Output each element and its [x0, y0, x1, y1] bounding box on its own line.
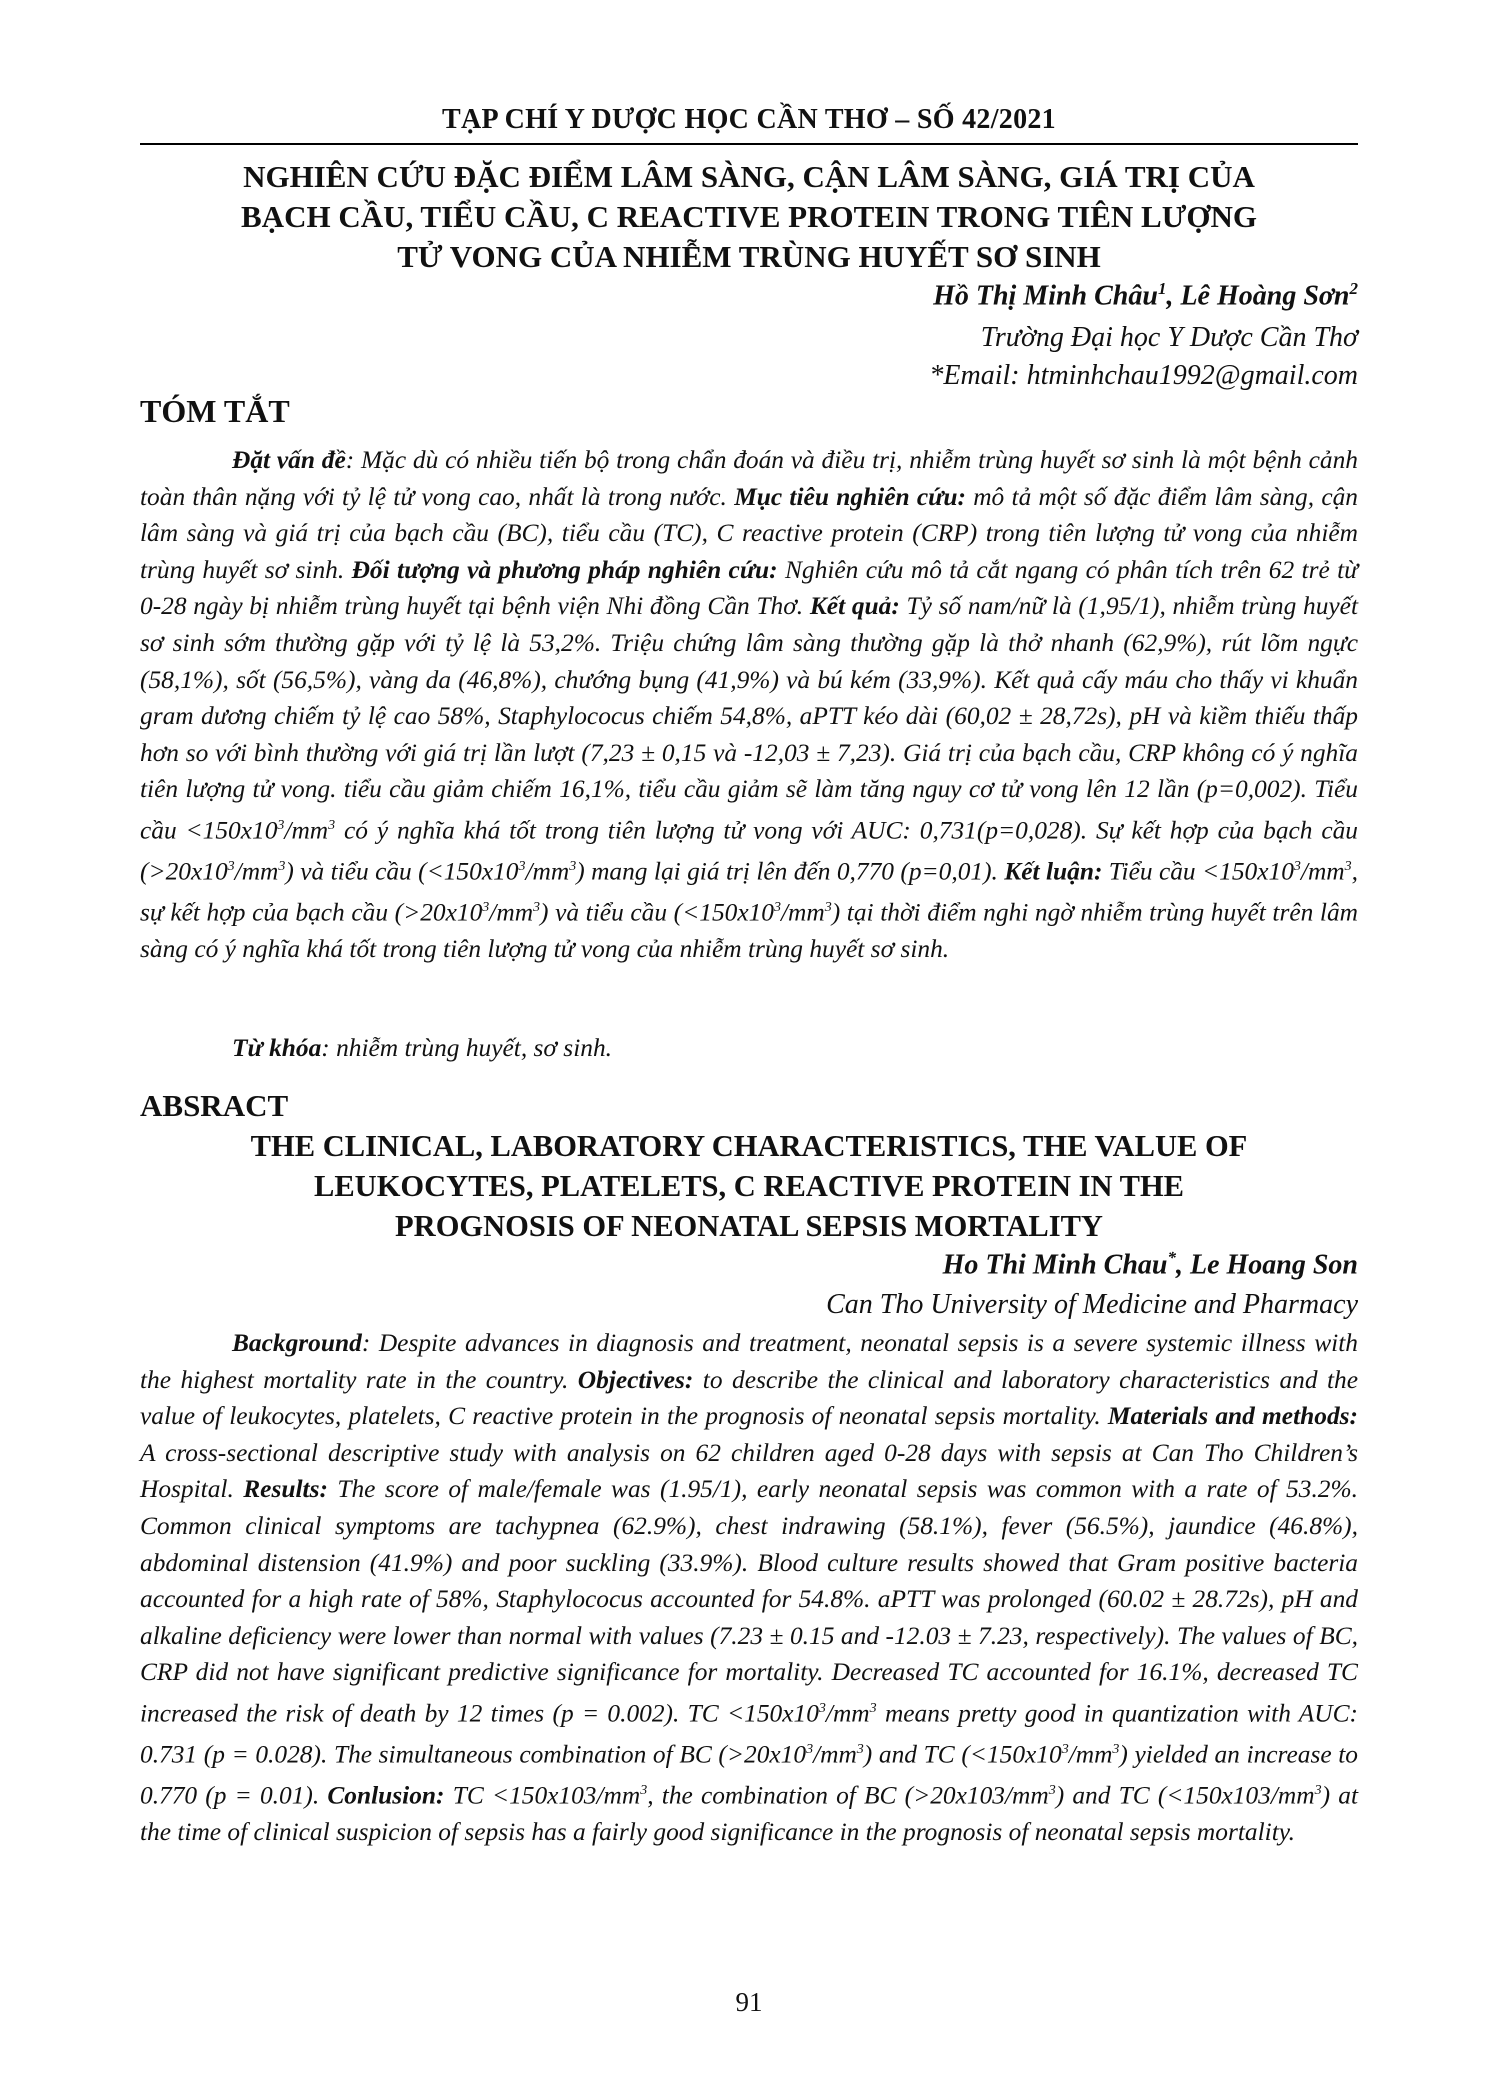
- en-authors: [943, 1248, 1358, 1281]
- vn-conclusion-text: /mm: [781, 898, 825, 927]
- superscript: 3: [640, 1783, 648, 1799]
- vn-objective-label: Mục tiêu nghiên cứu:: [734, 482, 966, 511]
- vn-author-2: Lê Hoàng Sơn: [1180, 280, 1350, 312]
- superscript: 3: [1293, 859, 1301, 874]
- superscript: 3: [227, 859, 235, 874]
- header-rule: [140, 143, 1358, 145]
- superscript: 3: [482, 900, 490, 916]
- vn-email: *Email: htminhchau1992@gmail.com: [929, 360, 1358, 391]
- en-conclusion-text: ) at the time of clinical suspicion of sepsis has a fairly good significance in the prognosis of neonatal sepsis mortality.: [140, 1781, 1358, 1847]
- vn-results-text: /mm: [234, 857, 279, 886]
- en-methods-text: A cross-sectional descriptive study with analysis on 62 children aged 0-28 days with sepsis at Can Tho Children’s Hospital.: [140, 1438, 1358, 1504]
- vn-results-text: Tỷ số nam/nữ là (1,95/1), nhiễm trùng huyết sơ sinh sớm thường gặp với tỷ lệ là 53,2%. Triệu chứng lâm sàng thường gặp là thở nhanh (62,9%), rút lõm ngực (58,1%), sốt (56,5%), vàng da (46,8%), chướng bụng (41,9%) và bú kém (33,9%). Kết quả cấy máu cho thấy vi khuẩn gram dương chiếm tỷ lệ cao 58%, Staphylococus chiếm 54,8%, aPTT kéo dài (60,02 ± 28,72s), pH và kiềm thiếu thấp hơn so với bình thường với giá trị lần lượt (7,23 ± 0,15 và -12,03 ± 7,23). Giá trị của bạch cầu, CRP không có ý nghĩa tiên lượng tử vong. tiểu cầu giảm chiếm 16,1%, tiểu cầu giảm sẽ làm tăng nguy cơ tử vong lên 12 lần (p=0,002). Tiểu cầu <150x10: [140, 592, 1358, 845]
- vn-section-heading: TÓM TẮT: [140, 393, 290, 429]
- en-conclusion-text: ) and TC (<150x103/mm: [1055, 1781, 1315, 1810]
- vn-results-text: ) và tiểu cầu (<150x10: [285, 857, 519, 886]
- vn-conclusion-text: ) tại thời điểm nghi ngờ nhiễm trùng huyết trên lâm sàng có ý nghĩa khá tốt trong tiên lượng tử vong của nhiễm trùng huyết sơ sinh.: [140, 898, 1358, 964]
- en-results-text: ) and TC (<150x10: [863, 1740, 1062, 1769]
- superscript: 3: [856, 1742, 864, 1757]
- en-abstract: [140, 1325, 1358, 1851]
- vn-author-1-sup: 1: [1157, 279, 1167, 298]
- superscript: 3: [1061, 1742, 1069, 1757]
- en-results-text: means pretty good in quantization with AUC: 0.731 (p = 0.028). The simultaneous combination of BC (>20x10: [140, 1699, 1359, 1769]
- vn-author-2-sup: 2: [1349, 279, 1358, 298]
- vn-title-line: BẠCH CẦU, TIỂU CẦU, C REACTIVE PROTEIN TRONG TIÊN LƯỢNG: [241, 199, 1257, 234]
- en-background-label: Background: [232, 1329, 362, 1357]
- vn-results-text: /mm: [525, 857, 570, 886]
- en-conclusion-text: , the combination of BC (>20x103/mm: [647, 1781, 1049, 1810]
- vn-conclusion-text: , sự kết hợp của bạch cầu (>20x10: [140, 857, 1358, 927]
- en-results-text: /mm: [825, 1699, 870, 1728]
- vn-conclusion-text: /mm: [1300, 857, 1345, 886]
- en-abstract-paragraph: [140, 1325, 1358, 1851]
- en-author-2: , Le Hoang Son: [1175, 1249, 1358, 1281]
- en-results-text: /mm: [813, 1740, 857, 1769]
- superscript: 3: [1344, 859, 1352, 874]
- en-title-line: LEUKOCYTES, PLATELETS, C REACTIVE PROTEIN IN THE: [313, 1169, 1185, 1203]
- vn-author-1: Hồ Thị Minh Châu: [933, 280, 1158, 312]
- en-author-sup: *: [1167, 1248, 1176, 1267]
- vn-conclusion-text: Tiểu cầu <150x10: [1102, 857, 1294, 886]
- vn-keywords: [232, 1034, 612, 1063]
- en-title: [140, 1126, 1358, 1246]
- superscript: 3: [1048, 1783, 1056, 1799]
- vn-author-sep: ,: [1166, 280, 1181, 312]
- vn-results-text: ) mang lại giá trị lên đến 0,770 (p=0,01).: [576, 857, 1005, 886]
- vn-conclusion-label: Kết luận:: [1004, 857, 1103, 886]
- superscript: 3: [277, 817, 285, 833]
- vn-keywords-text: : nhiễm trùng huyết, sơ sinh.: [321, 1034, 612, 1062]
- en-results-label: Results:: [243, 1475, 328, 1504]
- vn-affiliation: Trường Đại học Y Dược Cần Thơ: [980, 322, 1358, 353]
- en-conclusion-text: TC <150x103/mm: [444, 1781, 641, 1810]
- vn-results-label: Kết quả:: [809, 592, 900, 621]
- en-objective-text: to describe the clinical and laboratory characteristics and the value of leukocytes, platelets, C reactive protein in the prognosis of neonatal sepsis mortality.: [140, 1365, 1358, 1431]
- vn-abstract: [140, 442, 1358, 968]
- vn-background-text: : Mặc dù có nhiều tiến bộ trong chẩn đoán và điều trị, nhiễm trùng huyết sơ sinh là một bệnh cảnh toàn thân nặng với tỷ lệ tử vong cao, nhất là trong nước.: [140, 446, 1358, 511]
- vn-results-text: /mm: [284, 816, 329, 845]
- en-objective-label: Objectives:: [577, 1365, 694, 1394]
- vn-results-text: có ý nghĩa khá tốt trong tiên lượng tử vong với AUC: 0,731(p=0,028). Sự kết hợp của bạch cầu (>20x10: [140, 816, 1358, 886]
- en-methods-label: Materials and methods:: [1107, 1402, 1358, 1431]
- en-conclusion-label: Conlusion:: [327, 1781, 445, 1810]
- vn-conclusion-text: /mm: [489, 898, 534, 927]
- vn-background-label: Đặt vấn đề: [232, 446, 346, 474]
- vn-conclusion-text: ) và tiểu cầu (<150x10: [540, 898, 774, 927]
- superscript: 3: [569, 859, 577, 874]
- en-results-text: ) yielded an increase to 0.770 (p = 0.01).: [140, 1740, 1358, 1810]
- en-title-line: PROGNOSIS OF NEONATAL SEPSIS MORTALITY: [395, 1209, 1103, 1243]
- superscript: 3: [278, 859, 286, 874]
- superscript: 3: [774, 900, 781, 916]
- superscript: 3: [328, 817, 336, 833]
- superscript: 3: [518, 859, 526, 874]
- vn-abstract-paragraph: [140, 442, 1358, 968]
- en-section-heading: ABSRACT: [140, 1088, 289, 1123]
- vn-authors: [933, 279, 1358, 312]
- page-number: 91: [735, 1987, 763, 2017]
- en-title-line: THE CLINICAL, LABORATORY CHARACTERISTICS, THE VALUE OF: [250, 1129, 1248, 1163]
- superscript: 3: [869, 1700, 877, 1716]
- journal-header: TẠP CHÍ Y DƯỢC HỌC CẦN THƠ – SỐ 42/2021: [441, 104, 1056, 135]
- en-affiliation: Can Tho University of Medicine and Pharmacy: [826, 1289, 1358, 1320]
- superscript: 3: [818, 1700, 826, 1716]
- en-results-text: /mm: [1068, 1740, 1113, 1769]
- vn-title: [140, 157, 1358, 277]
- superscript: 3: [1314, 1783, 1322, 1799]
- vn-methods-text: Nghiên cứu mô tả cắt ngang có phân tích trên 62 trẻ từ 0-28 ngày bị nhiễm trùng huyết tại bệnh viện Nhi đồng Cần Thơ.: [140, 555, 1358, 621]
- superscript: 3: [1112, 1742, 1120, 1757]
- superscript: 3: [533, 900, 541, 916]
- vn-keywords-label: Từ khóa: [232, 1034, 322, 1062]
- vn-title-line: TỬ VONG CỦA NHIỄM TRÙNG HUYẾT SƠ SINH: [397, 239, 1101, 274]
- superscript: 3: [824, 900, 832, 916]
- superscript: 3: [806, 1742, 814, 1757]
- en-background-text: : Despite advances in diagnosis and treatment, neonatal sepsis is a severe systemic illness with the highest mortality rate in the country.: [140, 1329, 1358, 1394]
- en-results-text: The score of male/female was (1.95/1), early neonatal sepsis was common with a rate of 53.2%. Common clinical symptoms are tachypnea (62.9%), chest indrawing (58.1%), fever (56.5%), jaundice (46.8%), abdominal distension (41.9%) and poor suckling (33.9%). Blood culture results showed that Gram positive bacteria accounted for a high rate of 58%, Staphylococus accounted for 54.8%. aPTT was prolonged (60.02 ± 28.72s), pH and alkaline deficiency were lower than normal with values (7.23 ± 0.15 and -12.03 ± 7.23, respectively). The values of BC, CRP did not have significant predictive significance for mortality. Decreased TC accounted for 16.1%, decreased TC increased the risk of death by 12 times (p = 0.002). TC <150x10: [140, 1475, 1358, 1728]
- vn-objective-text: mô tả một số đặc điểm lâm sàng, cận lâm sàng và giá trị của bạch cầu (BC), tiểu cầu (TC), C reactive protein (CRP) trong tiên lượng tử vong của nhiễm trùng huyết sơ sinh.: [140, 482, 1358, 584]
- vn-methods-label: Đối tượng và phương pháp nghiên cứu:: [351, 555, 778, 584]
- vn-title-line: NGHIÊN CỨU ĐẶC ĐIỂM LÂM SÀNG, CẬN LÂM SÀNG, GIÁ TRỊ CỦA: [243, 159, 1255, 194]
- en-author-1: Ho Thi Minh Chau: [942, 1249, 1168, 1281]
